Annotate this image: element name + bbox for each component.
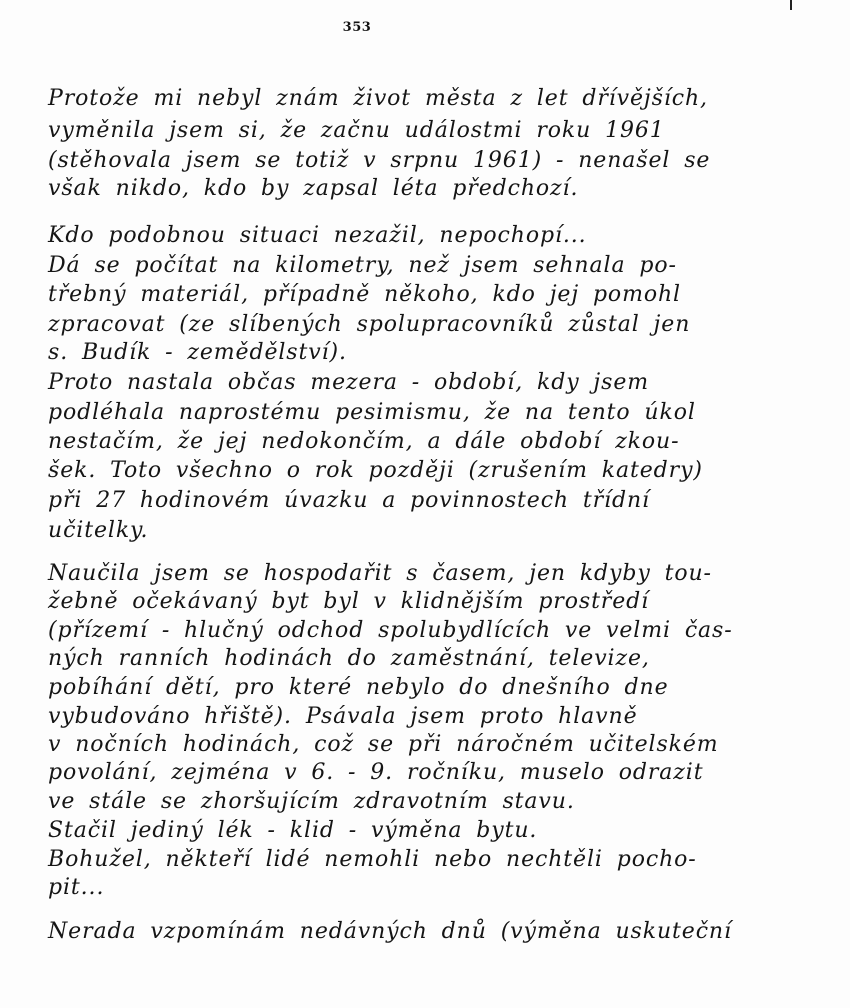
text-line: Protože mi nebyl znám život města z let dřívějších, <box>48 86 708 111</box>
text-line: Naučila jsem se hospodařit s časem, jen kdyby tou- <box>48 561 712 586</box>
text-line: podléhala naprostému pesimismu, že na tento úkol <box>48 400 696 425</box>
text-line: (přízemí - hlučný odchod spolubydlících ve velmi čas- <box>48 618 733 643</box>
text-line: zpracovat (ze slíbených spolupracovníků zůstal jen <box>48 312 691 337</box>
corner-mark <box>790 0 792 10</box>
text-line: Kdo podobnou situaci nezažil, nepochopí... <box>48 223 587 248</box>
text-line: však nikdo, kdo by zapsal léta předchozí. <box>48 176 579 201</box>
text-line: žebně očekávaný byt byl v klidnějším prostředí <box>48 589 650 614</box>
text-line: vybudováno hřiště). Psávala jsem proto hlavně <box>48 704 638 729</box>
text-line: pit... <box>48 875 105 900</box>
text-line: Stačil jediný lék - klid - výměna bytu. <box>48 818 538 843</box>
text-line: povolání, zejména v 6. - 9. ročníku, muselo odrazit <box>48 760 704 785</box>
text-line: učitelky. <box>48 518 149 543</box>
page-number: 353 <box>342 20 372 35</box>
text-line: Nerada vzpomínám nedávných dnů (výměna uskuteční <box>48 919 732 944</box>
text-line: při 27 hodinovém úvazku a povinnostech třídní <box>48 488 650 513</box>
text-line: v nočních hodinách, což se při náročném učitelském <box>48 732 719 757</box>
text-line: ných ranních hodinách do zaměstnání, televize, <box>48 646 650 671</box>
text-line: Bohužel, někteří lidé nemohli nebo nechtěli pocho- <box>48 847 697 872</box>
text-line: vyměnila jsem si, že začnu událostmi roku 1961 <box>48 118 665 143</box>
text-line: ve stále se zhoršujícím zdravotním stavu. <box>48 789 575 814</box>
text-line: pobíhání dětí, pro které nebylo do dnešního dne <box>48 675 669 700</box>
text-line: šek. Toto všechno o rok později (zrušením katedry) <box>48 458 703 483</box>
text-line: (stěhovala jsem se totiž v srpnu 1961) - nenašel se <box>48 148 711 173</box>
text-line: s. Budík - zemědělství). <box>48 340 347 365</box>
text-line: Dá se počítat na kilometry, než jsem sehnala po- <box>48 253 677 278</box>
text-line: třebný materiál, případně někoho, kdo jej pomohl <box>48 282 681 307</box>
text-line: Proto nastala občas mezera - období, kdy jsem <box>48 370 650 395</box>
text-line: nestačím, že jej nedokončím, a dále období zkou- <box>48 429 680 454</box>
